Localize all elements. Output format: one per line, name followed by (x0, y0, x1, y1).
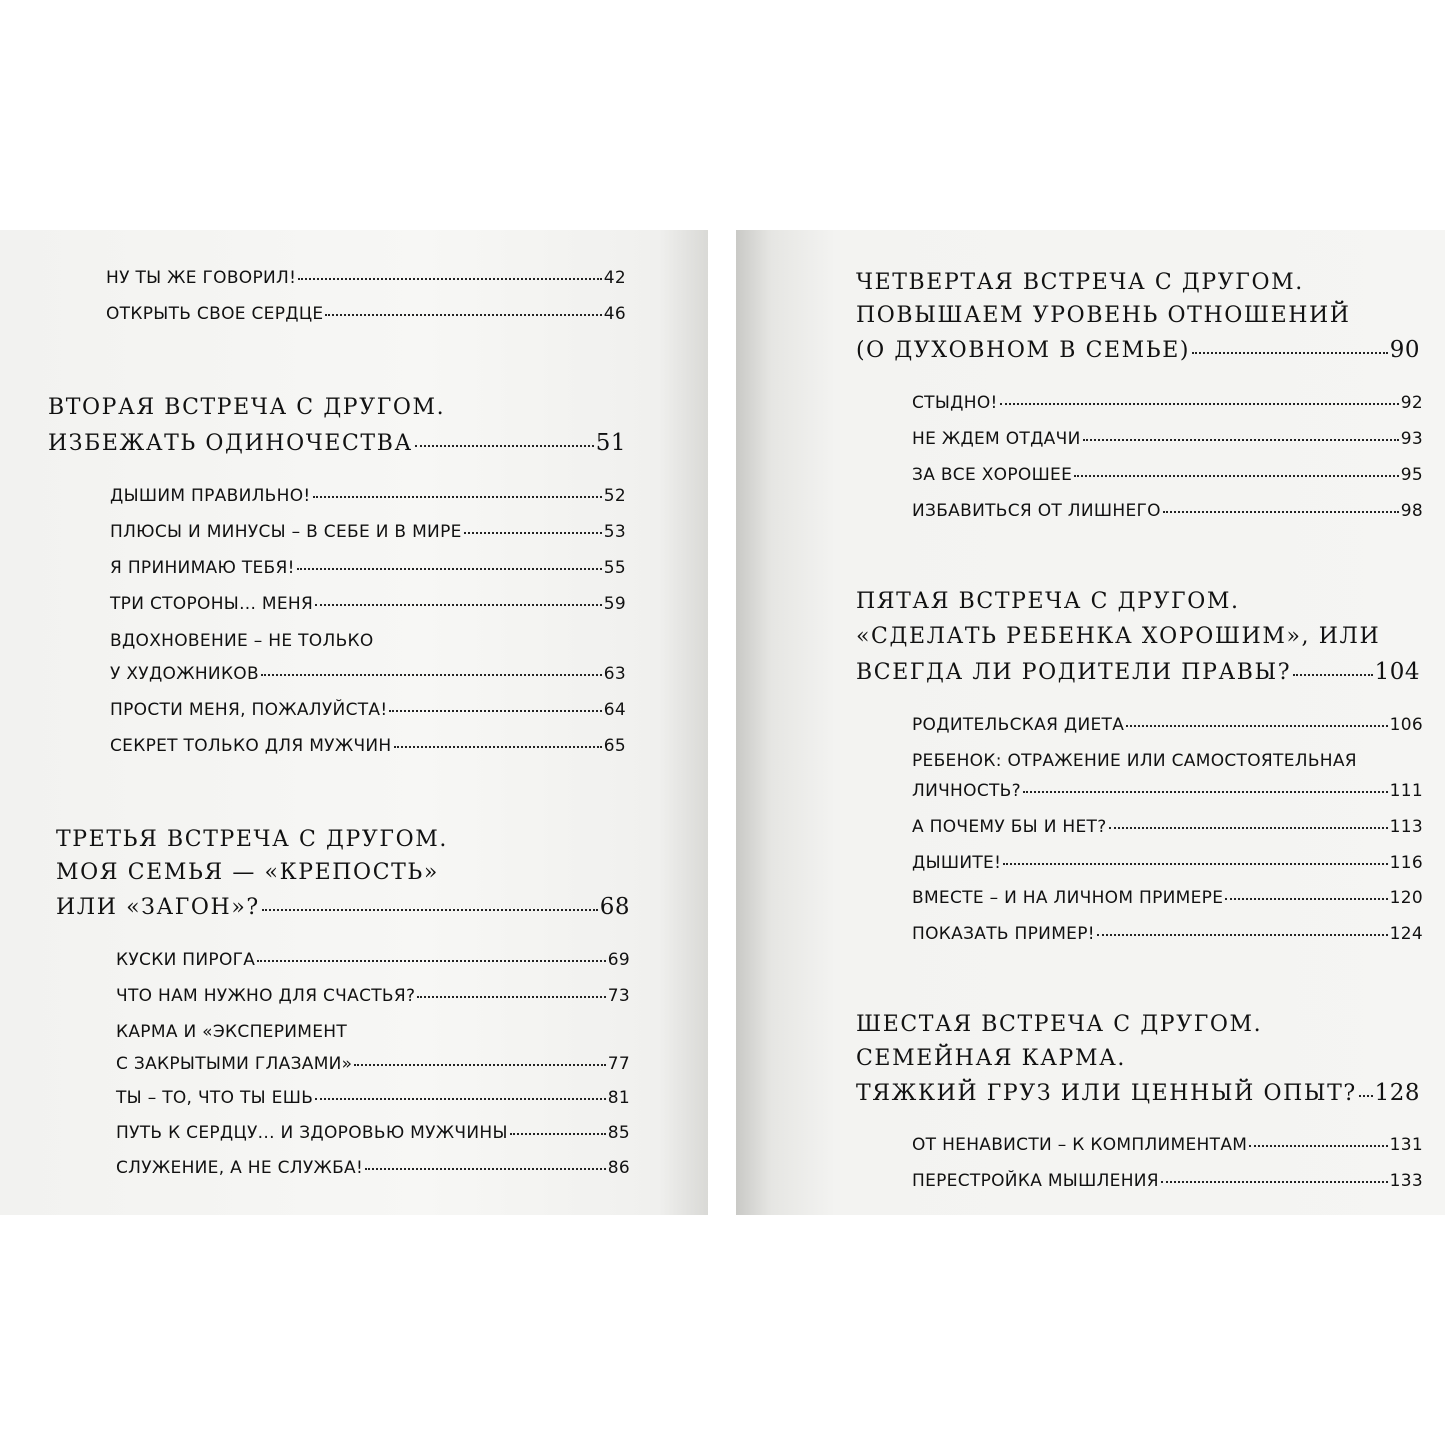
entry-title: ПОКАЗАТЬ ПРИМЕР! (912, 924, 1095, 944)
toc-entry (110, 664, 626, 684)
toc-entry (912, 888, 1423, 908)
entry-page: 116 (1389, 853, 1423, 873)
entry-title: ВМЕСТЕ – И НА ЛИЧНОМ ПРИМЕРЕ (912, 888, 1224, 908)
toc-entry (912, 1171, 1423, 1191)
entry-page: 111 (1389, 781, 1423, 801)
chapter-page: 104 (1374, 659, 1420, 685)
leader-dots (1000, 403, 1399, 405)
entry-page: 55 (603, 558, 626, 578)
leader-dots (313, 496, 602, 498)
entry-page: 93 (1400, 429, 1423, 449)
entry-title: ПЛЮСЫ И МИНУСЫ – В СЕБЕ И В МИРЕ (110, 522, 462, 542)
chapter-title-line: «СДЕЛАТЬ РЕБЕНКА ХОРОШИМ», ИЛИ (856, 624, 1381, 649)
toc-entry (912, 715, 1423, 735)
entry-page: 133 (1389, 1171, 1423, 1191)
entry-page: 42 (603, 268, 626, 288)
right-page (736, 230, 1445, 1215)
leader-dots (464, 532, 602, 534)
leader-dots (417, 996, 605, 998)
left-page (0, 230, 708, 1215)
chapter-page: 51 (595, 430, 626, 456)
chapter-title-line: СЕМЕЙНАЯ КАРМА. (856, 1046, 1126, 1071)
chapter-title-line: ИЛИ «ЗАГОН»? (56, 895, 260, 920)
leader-dots (1293, 674, 1372, 676)
entry-title: ТЫ – ТО, ЧТО ТЫ ЕШЬ (116, 1088, 314, 1108)
toc-entry (116, 1158, 630, 1178)
chapter-title-line: ПОВЫШАЕМ УРОВЕНЬ ОТНОШЕНИЙ (856, 303, 1351, 328)
entry-title: ДЫШИТЕ! (912, 853, 1002, 873)
chapter-page: 90 (1389, 337, 1420, 363)
entry-title-line: ВДОХНОВЕНИЕ – НЕ ТОЛЬКО (110, 631, 374, 651)
toc-entry (110, 700, 626, 720)
leader-dots (261, 674, 602, 676)
entry-title-line: РЕБЕНОК: ОТРАЖЕНИЕ ИЛИ САМОСТОЯТЕЛЬНАЯ (912, 751, 1357, 771)
chapter-title-line: ТЯЖКИЙ ГРУЗ ИЛИ ЦЕННЫЙ ОПЫТ? (856, 1081, 1357, 1106)
entry-title: ЧТО НАМ НУЖНО ДЛЯ СЧАСТЬЯ? (116, 986, 416, 1006)
toc-entry (912, 465, 1423, 485)
toc-entry (912, 924, 1423, 944)
leader-dots (1161, 1181, 1388, 1183)
leader-dots (510, 1133, 606, 1135)
entry-page: 77 (607, 1054, 630, 1074)
chapter-heading (48, 430, 626, 456)
entry-page: 65 (603, 736, 626, 756)
leader-dots (394, 746, 602, 748)
entry-title: ТРИ СТОРОНЫ... МЕНЯ (110, 594, 314, 614)
entry-title: КУСКИ ПИРОГА (116, 950, 256, 970)
leader-dots (257, 960, 606, 962)
entry-page: 46 (603, 304, 626, 324)
entry-page: 120 (1389, 888, 1423, 908)
leader-dots (1097, 934, 1388, 936)
toc-entry (110, 558, 626, 578)
leader-dots (1359, 1095, 1373, 1097)
chapter-title-line: ВТОРАЯ ВСТРЕЧА С ДРУГОМ. (48, 395, 446, 420)
toc-entry (110, 486, 626, 506)
toc-entry (116, 1054, 630, 1074)
entry-page: 73 (607, 986, 630, 1006)
chapter-page: 68 (599, 894, 630, 920)
entry-title: НУ ТЫ ЖЕ ГОВОРИЛ! (106, 268, 297, 288)
entry-title: ЛИЧНОСТЬ? (912, 781, 1021, 801)
entry-page: 124 (1389, 924, 1423, 944)
leader-dots (415, 445, 594, 447)
toc-entry (116, 1088, 630, 1108)
entry-title: А ПОЧЕМУ БЫ И НЕТ? (912, 817, 1107, 837)
entry-title-line: КАРМА И «ЭКСПЕРИМЕНТ (116, 1022, 348, 1042)
chapter-title-line: ВСЕГДА ЛИ РОДИТЕЛИ ПРАВЫ? (856, 660, 1292, 685)
leader-dots (1192, 352, 1388, 354)
chapter-heading (56, 894, 630, 920)
chapter-title-line: МОЯ СЕМЬЯ — «КРЕПОСТЬ» (56, 860, 439, 885)
entry-page: 63 (603, 664, 626, 684)
leader-dots (1249, 1145, 1387, 1147)
chapter-heading (856, 1080, 1420, 1106)
entry-page: 92 (1400, 393, 1423, 413)
entry-page: 53 (603, 522, 626, 542)
leader-dots (1003, 863, 1387, 865)
entry-title: НЕ ЖДЕМ ОТДАЧИ (912, 429, 1081, 449)
chapter-heading (856, 659, 1420, 685)
entry-title: ДЫШИМ ПРАВИЛЬНО! (110, 486, 311, 506)
leader-dots (262, 909, 598, 911)
chapter-title-line: ШЕСТАЯ ВСТРЕЧА С ДРУГОМ. (856, 1012, 1263, 1037)
toc-entry (912, 1135, 1423, 1155)
leader-dots (1126, 725, 1388, 727)
toc-entry (912, 393, 1423, 413)
entry-title: ПУТЬ К СЕРДЦУ... И ЗДОРОВЬЮ МУЖЧИНЫ (116, 1123, 508, 1143)
entry-page: 113 (1389, 817, 1423, 837)
chapter-title-line: ТРЕТЬЯ ВСТРЕЧА С ДРУГОМ. (56, 827, 448, 852)
entry-title: Я ПРИНИМАЮ ТЕБЯ! (110, 558, 295, 578)
toc-entry (106, 304, 626, 324)
entry-title: СЕКРЕТ ТОЛЬКО ДЛЯ МУЖЧИН (110, 736, 392, 756)
toc-entry (110, 736, 626, 756)
entry-page: 59 (603, 594, 626, 614)
entry-page: 69 (607, 950, 630, 970)
chapter-title-line: ИЗБЕЖАТЬ ОДИНОЧЕСТВА (48, 431, 413, 456)
entry-page: 95 (1400, 465, 1423, 485)
toc-entry (912, 501, 1423, 521)
entry-title: С ЗАКРЫТЫМИ ГЛАЗАМИ» (116, 1054, 353, 1074)
entry-title: СТЫДНО! (912, 393, 998, 413)
entry-title: РОДИТЕЛЬСКАЯ ДИЕТА (912, 715, 1125, 735)
toc-entry (110, 522, 626, 542)
entry-page: 64 (603, 700, 626, 720)
leader-dots (389, 710, 601, 712)
entry-title: ПРОСТИ МЕНЯ, ПОЖАЛУЙСТА! (110, 700, 388, 720)
entry-page: 81 (607, 1088, 630, 1108)
leader-dots (297, 568, 602, 570)
chapter-page: 128 (1374, 1080, 1420, 1106)
leader-dots (315, 1098, 606, 1100)
chapter-title-line: (О ДУХОВНОМ В СЕМЬЕ) (856, 338, 1191, 363)
toc-entry (912, 853, 1423, 873)
leader-dots (1163, 511, 1399, 513)
leader-dots (1083, 439, 1399, 441)
toc-entry (912, 429, 1423, 449)
entry-title: ИЗБАВИТЬСЯ ОТ ЛИШНЕГО (912, 501, 1161, 521)
chapter-heading (856, 337, 1420, 363)
toc-entry (912, 781, 1423, 801)
toc-entry (116, 950, 630, 970)
entry-title: ОТ НЕНАВИСТИ – К КОМПЛИМЕНТАМ (912, 1135, 1248, 1155)
toc-entry (106, 268, 626, 288)
entry-title: ОТКРЫТЬ СВОЕ СЕРДЦЕ (106, 304, 324, 324)
chapter-title-line: ПЯТАЯ ВСТРЕЧА С ДРУГОМ. (856, 589, 1240, 614)
entry-page: 86 (607, 1158, 630, 1178)
toc-entry (110, 594, 626, 614)
entry-page: 52 (603, 486, 626, 506)
entry-page: 98 (1400, 501, 1423, 521)
leader-dots (315, 604, 602, 606)
entry-page: 106 (1389, 715, 1423, 735)
entry-page: 85 (607, 1123, 630, 1143)
entry-title: СЛУЖЕНИЕ, А НЕ СЛУЖБА! (116, 1158, 364, 1178)
toc-entry (116, 1123, 630, 1143)
leader-dots (1074, 475, 1399, 477)
leader-dots (298, 278, 602, 280)
leader-dots (365, 1168, 606, 1170)
toc-entry (116, 986, 630, 1006)
chapter-title-line: ЧЕТВЕРТАЯ ВСТРЕЧА С ДРУГОМ. (856, 270, 1304, 295)
leader-dots (1023, 791, 1388, 793)
entry-title: ЗА ВСЕ ХОРОШЕЕ (912, 465, 1073, 485)
leader-dots (1109, 827, 1388, 829)
entry-title: У ХУДОЖНИКОВ (110, 664, 259, 684)
leader-dots (325, 314, 601, 316)
toc-entry (912, 817, 1423, 837)
entry-page: 131 (1389, 1135, 1423, 1155)
leader-dots (1225, 898, 1387, 900)
entry-title: ПЕРЕСТРОЙКА МЫШЛЕНИЯ (912, 1171, 1159, 1191)
leader-dots (354, 1064, 605, 1066)
